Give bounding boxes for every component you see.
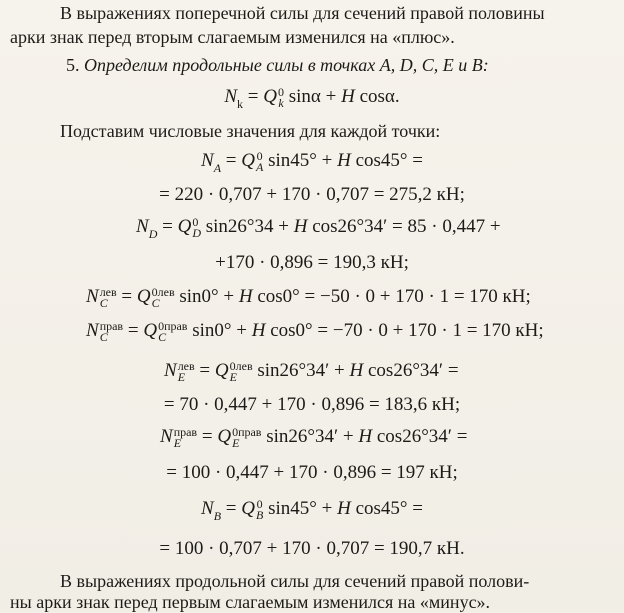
- equation-na-2: = 220 · 0,707 + 170 · 0,707 = 275,2 кН;: [159, 184, 465, 205]
- equation-nb-1: $N_B = Q$ 0 B sin45° + H cos45° =: [201, 496, 423, 523]
- equation-na-1: $N_A = Q$ 0 A sin45° + H cos45° =: [201, 148, 423, 175]
- equation-ne-right-1: N прав E = Q 0прав E sin26°34′ + H cos26°34′ =: [160, 424, 468, 450]
- paragraph-1-line-2: арки знак перед вторым слагаемым изменился на «плюс».: [10, 27, 455, 47]
- formula-general: $N_k = Q$ 0 k sinα + H cosα.: [224, 84, 400, 111]
- paragraph-1-line-1: В выражениях поперечной силы для сечений правой половины: [60, 3, 545, 23]
- step-text: Определим продольные силы в точках A, D, C, E и B:: [84, 55, 489, 75]
- equation-nd-1: $N_D = Q$ 0 D sin26°34 + H cos26°34′ = 85 · 0,447 +: [136, 214, 501, 241]
- paragraph-2-line-1: В выражениях продольной силы для сечений правой полови-: [60, 571, 530, 591]
- substitution-intro: Подставим числовые значения для каждой точки:: [60, 121, 441, 141]
- equation-nd-2: +170 · 0,896 = 190,3 кН;: [215, 252, 409, 273]
- equation-nb-2: = 100 · 0,707 + 170 · 0,707 = 190,7 кН.: [159, 538, 465, 559]
- equation-ne-right-2: = 100 · 0,447 + 170 · 0,896 = 197 кН;: [166, 462, 458, 483]
- paragraph-2-line-2: ны арки знак перед первым слагаемым изменился на «минус».: [10, 592, 491, 612]
- step-5-heading: [66, 54, 489, 76]
- step-number: 5.: [66, 55, 80, 75]
- equation-ne-left-1: N лев E = Q 0лев E sin26°34′ + H cos26°34′ =: [164, 358, 459, 384]
- equation-nc-right: N прав C = Q 0прав C sin0° + H cos0° = −70 · 0 + 170 · 1 = 170 кН;: [86, 318, 544, 344]
- equation-ne-left-2: = 70 · 0,447 + 170 · 0,896 = 183,6 кН;: [163, 394, 461, 415]
- equation-nc-left: N лев C = Q 0лев C sin0° + H cos0° = −50 · 0 + 170 · 1 = 170 кН;: [86, 284, 531, 310]
